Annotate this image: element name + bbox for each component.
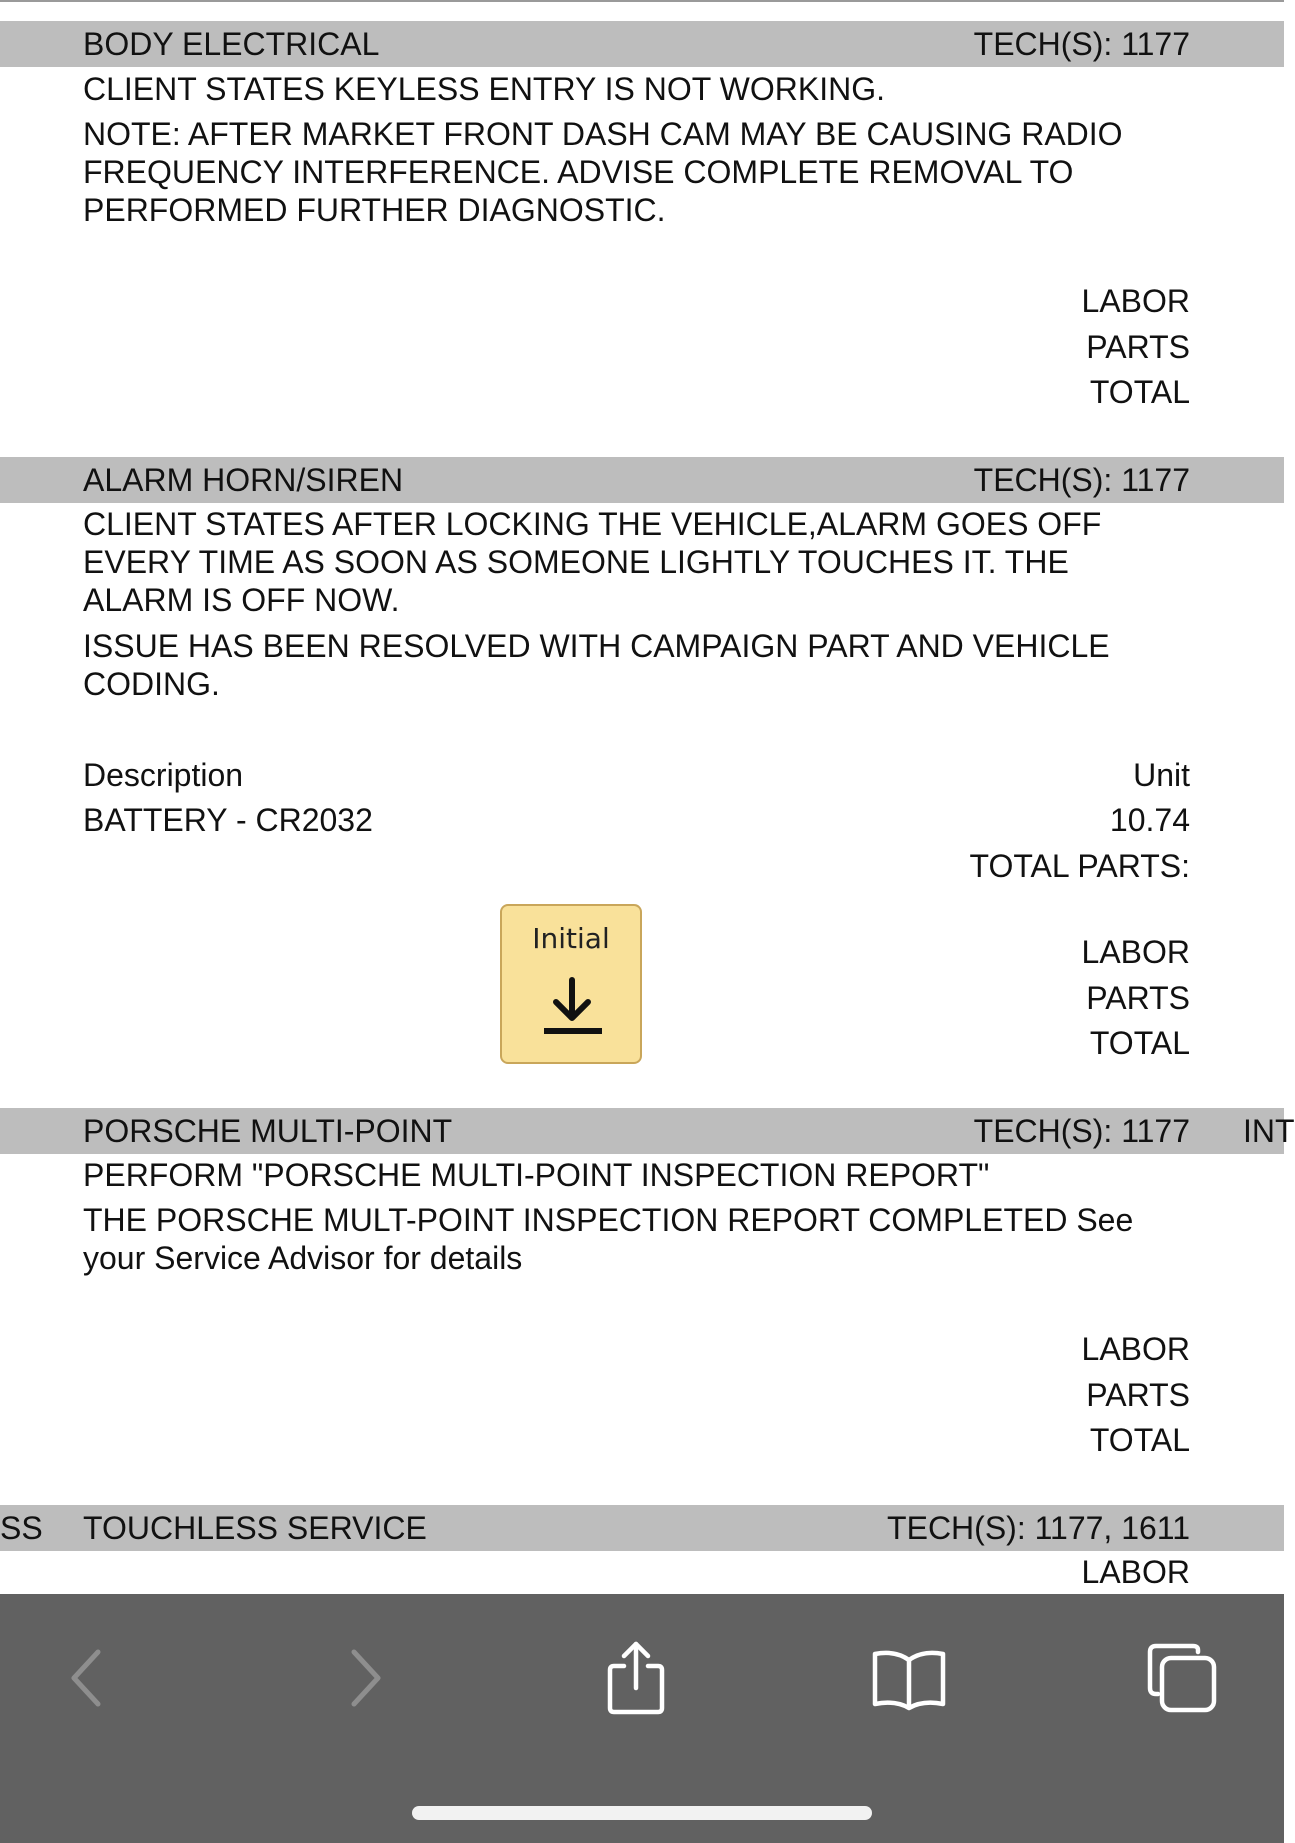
labor-label: LABOR xyxy=(1081,283,1190,319)
part-description: BATTERY - CR2032 xyxy=(83,802,373,838)
complaint-text: PERFORM "PORSCHE MULTI-POINT INSPECTION REPORT" xyxy=(83,1157,990,1193)
note-text: NOTE: AFTER MARKET FRONT DASH CAM MAY BE CAUSING RADIO FREQUENCY INTERFERENCE. ADVISE COMPLETE REMOVAL TO PERFORMED FURTHER DIAGNOSTIC. xyxy=(83,116,1123,228)
section-extra-fragment: INT xyxy=(1243,1113,1295,1149)
parts-description-header: Description xyxy=(83,757,244,793)
parts-label: PARTS xyxy=(1086,980,1190,1016)
section-tech: TECH(S): 1177, 1611 xyxy=(887,1510,1190,1546)
initial-label: Initial xyxy=(532,922,610,955)
section-title: BODY ELECTRICAL xyxy=(83,26,380,62)
bookmarks-icon xyxy=(871,1646,947,1715)
note-text: THE PORSCHE MULT-POINT INSPECTION REPORT COMPLETED See your Service Advisor for details xyxy=(83,1202,1134,1276)
bookmarks-button[interactable] xyxy=(861,1632,957,1728)
tabs-icon xyxy=(1146,1642,1218,1719)
section-header-alarm-horn xyxy=(0,457,1284,503)
section-header-multi-point xyxy=(0,1108,1295,1154)
share-icon xyxy=(604,1640,668,1721)
parts-unit-header: Unit xyxy=(1133,757,1190,793)
total-label: TOTAL xyxy=(1089,1025,1190,1061)
complaint-text: CLIENT STATES AFTER LOCKING THE VEHICLE,ALARM GOES OFF EVERY TIME AS SOON AS SOMEONE LIGHTLY TOUCHES IT. THE ALARM IS OFF NOW. xyxy=(83,506,1102,618)
section-left-fragment: SS xyxy=(0,1510,43,1546)
section-title: TOUCHLESS SERVICE xyxy=(83,1510,427,1546)
browser-toolbar xyxy=(0,1594,1284,1843)
home-indicator[interactable] xyxy=(412,1806,872,1820)
section-title: ALARM HORN/SIREN xyxy=(83,462,404,498)
top-divider xyxy=(0,0,1284,2)
section-tech: TECH(S): 1177 xyxy=(973,26,1190,62)
section-header-touchless-service xyxy=(0,1505,1284,1551)
tabs-button[interactable] xyxy=(1134,1632,1230,1728)
forward-icon xyxy=(346,1646,386,1715)
parts-label: PARTS xyxy=(1086,329,1190,365)
download-icon xyxy=(542,976,602,1045)
share-button[interactable] xyxy=(588,1632,684,1728)
labor-label: LABOR xyxy=(1081,1554,1190,1590)
resolution-text: ISSUE HAS BEEN RESOLVED WITH CAMPAIGN PART AND VEHICLE CODING. xyxy=(83,628,1110,702)
forward-button[interactable] xyxy=(318,1632,414,1728)
part-unit-price: 10.74 xyxy=(1109,802,1190,838)
back-icon xyxy=(66,1646,106,1715)
total-label: TOTAL xyxy=(1089,374,1190,410)
section-tech: TECH(S): 1177 xyxy=(973,462,1190,498)
back-button[interactable] xyxy=(38,1632,134,1728)
section-tech: TECH(S): 1177 xyxy=(973,1113,1190,1149)
total-parts-label: TOTAL PARTS: xyxy=(969,848,1190,884)
section-header-body-electrical xyxy=(0,21,1284,67)
labor-label: LABOR xyxy=(1081,934,1190,970)
section-title: PORSCHE MULTI-POINT xyxy=(83,1113,453,1149)
total-label: TOTAL xyxy=(1089,1422,1190,1458)
initial-download-button[interactable] xyxy=(500,904,642,1064)
complaint-text: CLIENT STATES KEYLESS ENTRY IS NOT WORKING. xyxy=(83,71,885,107)
labor-label: LABOR xyxy=(1081,1331,1190,1367)
parts-label: PARTS xyxy=(1086,1377,1190,1413)
